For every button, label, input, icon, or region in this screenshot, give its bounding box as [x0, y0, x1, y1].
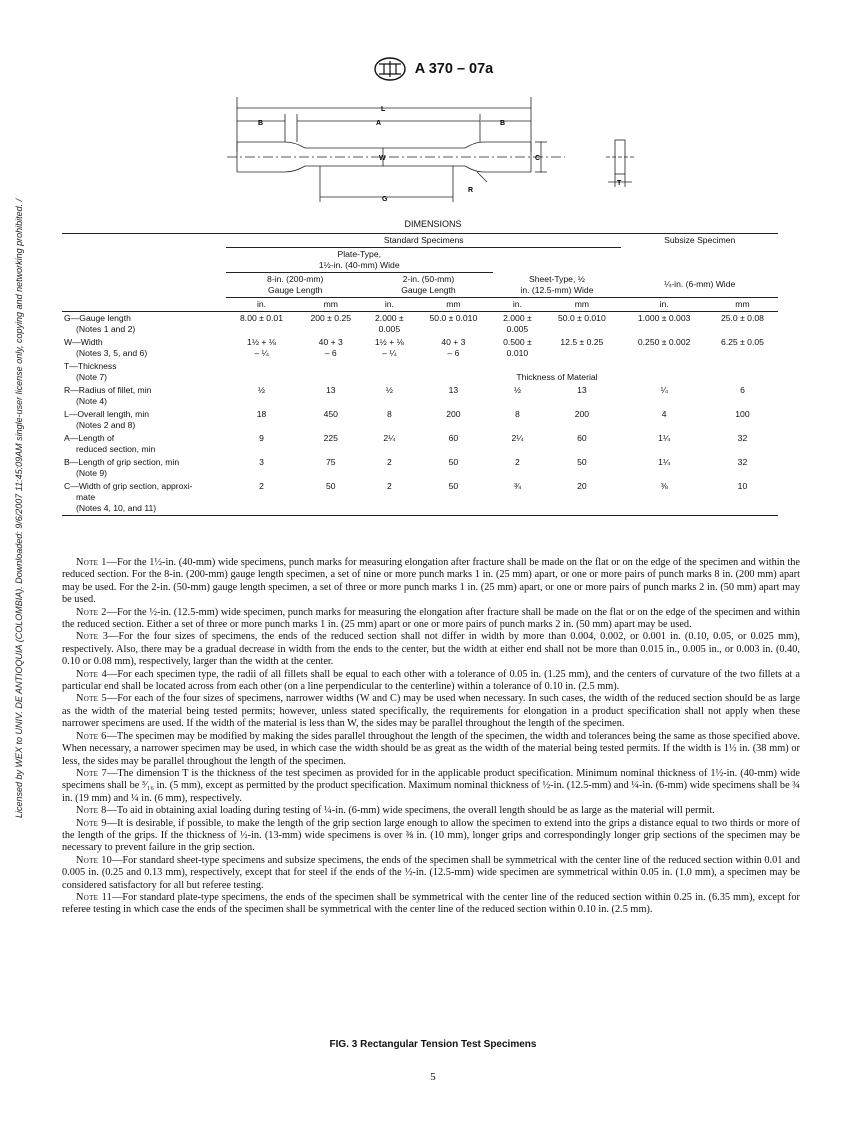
row-label: W—Width (Notes 3, 5, and 6) — [64, 337, 148, 358]
figure-caption: FIG. 3 Rectangular Tension Test Specimens — [329, 1039, 537, 1050]
note-label: Note 2 — [76, 606, 107, 618]
note-label: Note 5 — [76, 693, 107, 705]
table-cell: 100 — [735, 409, 750, 419]
table-cell: 1¼ — [658, 433, 671, 443]
label-a: A — [376, 120, 382, 127]
note-label: Note 6 — [76, 730, 107, 742]
note-paragraph — [62, 557, 800, 607]
table-cell: ¾ — [513, 481, 522, 491]
table-cell: 1½ + ⅛ – ¼ — [247, 337, 276, 358]
table-cell: 12.5 ± 0.25 — [560, 337, 604, 347]
table-cell: 10 — [737, 481, 748, 491]
label-b-right: B — [500, 120, 506, 127]
label-t: T — [617, 180, 622, 187]
label-b-left: B — [258, 120, 264, 127]
table-cell: 25.0 ± 0.08 — [720, 313, 764, 323]
note-label: Note 11 — [76, 891, 113, 903]
note-text: —It is desirable, if possible, to make the length of the grip section large enough to allow the specimen to extend into the grips a distance equal to two thirds or more of the length of the grips. If the thickness of ½-in. (13-mm) wide specimens is over ⅜ in. (10 mm), longer grips and correspondingly longer grip sections of the specimen may be necessary to prevent failure in the grip section. — [62, 817, 800, 854]
table-cell: 20 — [577, 481, 587, 491]
table-cell: 13 — [325, 385, 336, 395]
watermark-text: Licensed by WEX to UNIV. DE ANTIOQUIA (COLOMBIA). Downloaded: 9/6/2007 11:45:09AM single-user license only, copying and networking prohibited. / — [14, 198, 24, 818]
table-cell: 50 — [577, 457, 587, 467]
table-cell: 9 — [259, 433, 264, 443]
label-w: W — [379, 155, 386, 162]
note-text: —The dimension T is the thickness of the test specimen as provided for in the applicable product specification. Minimum nominal thickness of 1½-in. (40-mm) wide specimens shall be ³⁄₁₆ in. (5 mm), except as permitted by the product specification. Maximum nominal thickness of ½-in. (12.5-mm) and ¼-in. (6-mm) wide specimens shall be ¾ in. (19 mm) and ¼ in. (6 mm), respectively. — [62, 767, 800, 804]
dimensions-title: DIMENSIONS — [404, 219, 462, 229]
table-cell: 18 — [256, 409, 267, 419]
table-cell: 8.00 ± 0.01 — [240, 313, 283, 323]
table-cell: 1.000 ± 0.003 — [637, 313, 691, 323]
table-row — [62, 384, 778, 408]
table-cell: 1½ + ⅛ – ¼ — [374, 337, 404, 358]
label-c: C — [535, 155, 541, 162]
table-cell: 50 — [325, 481, 336, 491]
col-subsize-header: ¼-in. (6-mm) Wide — [621, 273, 778, 298]
table-cell: 200 — [446, 409, 461, 419]
table-cell: 40 + 3 – 6 — [318, 337, 343, 358]
row-label: A—Length of reduced section, min — [64, 433, 156, 454]
note-text: —For standard plate-type specimens, the ends of the specimen shall be symmetrical with the center line of the reduced section within 0.25 in. (6.35 mm), except for referee testing in which case the ends of the specimen shall be symmetrical with the center line of the reduced section within 0.10 in. (2.5 mm). — [62, 891, 800, 916]
note-paragraph — [62, 731, 800, 768]
table-cell: ¼ — [660, 385, 668, 395]
table-cell: 3 — [259, 457, 264, 467]
standard-specimens-header: Standard Specimens — [226, 234, 621, 248]
units-row: in. mm in. mm in. mm in. mm — [62, 298, 778, 312]
table-cell: 2 — [386, 481, 392, 491]
table-cell: 225 — [323, 433, 338, 443]
table-cell: 75 — [325, 457, 336, 467]
col-sheet-header: Sheet-Type, ½ in. (12.5-mm) Wide — [493, 273, 622, 298]
table-cell: 2 — [515, 457, 520, 467]
note-text: —For each specimen type, the radii of all fillets shall be equal to each other with a tolerance of 0.05 in. (1.25 mm), and the centers of curvature of the two fillets at a particular end shall be located across from each other (on a line perpendicular to the centerline) within a tolerance of 0.10 in. (2.5 mm). — [62, 668, 800, 693]
note-label: Note 4 — [76, 668, 108, 680]
row-label: T—Thickness (Note 7) — [64, 361, 117, 382]
table-cell: 0.250 ± 0.002 — [637, 337, 691, 347]
note-label: Note 1 — [76, 557, 107, 568]
thickness-row — [62, 360, 778, 384]
note-paragraph — [62, 631, 800, 668]
table-cell: 1¼ — [658, 457, 671, 467]
table-cell: 8 — [515, 409, 520, 419]
note-text: —For standard sheet-type specimens and subsize specimens, the ends of the specimen shall be symmetrical with the center line of the reduced section within 0.01 and 0.005 in. (0.25 and 0.13 mm), respectively, except that for steel if the ends of the ½-in. (12.5-mm) wide specimen are symmetrical within 0.05 in. (1.0 mm), a specimen may be considered satisfactory for all but referee testing. — [62, 854, 800, 891]
note-text: —To aid in obtaining axial loading during testing of ¼-in. (6-mm) wide specimens, the overall length should be as large as the material will permit. — [106, 805, 715, 817]
dimensions-table — [62, 233, 778, 516]
note-text: —For each of the four sizes of specimens, narrower widths (W and C) may be used when necessary. In such cases, the width of the reduced section should be as large as the width of the material being tested permits; however, unless stated specifically, the requirements for elongation in a product specification shall not apply when these narrower specimens are used. If the width of the material is less than W, the sides may be parallel throughout the length of the specimen. — [62, 693, 800, 730]
note-text: —For the four sizes of specimens, the ends of the reduced section shall not differ in width by more than 0.004, 0.002, or 0.001 in. (0.10, 0.05, or 0.025 mm), respectively. Also, there may be a gradual decrease in width from the ends to the center, but the width at either end shall not be more than 0.015 in., 0.005 in., or 0.003 in. (0.40, 0.10 or 0.08 mm), respectively, larger than the width at the center. — [62, 631, 800, 668]
table-cell: 6.25 ± 0.05 — [720, 337, 764, 347]
table-cell: 0.500 ± 0.010 — [503, 337, 532, 358]
note-text: —For the 1½-in. (40-mm) wide specimens, punch marks for measuring elongation after fracture shall be made on the flat or on the edge of the specimen and within the reduced section. For the 8-in. (200-mm) gauge length specimen, a set of nine or more punch marks 1 in. (25 mm) apart, or one or more pairs of punch marks 8 in. (200 mm) apart may be used. For the 2-in. (50-mm) gauge length specimen, a set of three or more punch marks 1 in. (25 mm) apart, or one or more pairs of punch marks 2 in. (50 mm) apart may be used. — [62, 557, 800, 606]
notes-section — [62, 557, 800, 917]
label-l: L — [381, 106, 386, 113]
table-cell: ½ — [257, 385, 266, 395]
table-row — [62, 432, 778, 456]
note-paragraph — [62, 818, 800, 855]
table-cell: 50.0 ± 0.010 — [558, 313, 606, 323]
table-cell: 200 — [574, 409, 590, 419]
page-number: 5 — [430, 1071, 436, 1083]
col-2in-header: 2-in. (50-mm) Gauge Length — [364, 273, 492, 298]
label-r: R — [468, 187, 474, 194]
table-cell: 13 — [577, 385, 587, 395]
table-cell: 2 — [259, 481, 264, 491]
note-paragraph — [62, 805, 800, 817]
note-label: Note 10 — [76, 854, 113, 866]
note-label: Note 7 — [76, 767, 108, 779]
note-label: Note 8 — [76, 805, 107, 817]
table-row — [62, 456, 778, 480]
note-paragraph — [62, 693, 800, 730]
row-label: C—Width of grip section, approxi- mate (Notes 4, 10, and 11) — [64, 481, 193, 513]
table-cell: 60 — [577, 433, 587, 443]
row-label: R—Radius of fillet, min (Note 4) — [64, 385, 152, 406]
page-header — [0, 56, 866, 82]
note-paragraph — [62, 607, 800, 632]
thickness-of-material-label: Thickness of Material — [516, 372, 598, 382]
row-label: B—Length of grip section, min (Note 9) — [64, 457, 180, 478]
table-cell: 8 — [386, 409, 392, 419]
plate-type-header: Plate-Type, 1½-in. (40-mm) Wide — [226, 248, 493, 273]
specimen-drawing — [225, 92, 645, 217]
table-row — [62, 336, 778, 360]
table-row — [62, 408, 778, 432]
col-8in-header: 8-in. (200-mm) Gauge Length — [226, 273, 364, 298]
note-paragraph — [62, 892, 800, 917]
license-watermark — [0, 0, 24, 820]
astm-logo-icon — [373, 56, 407, 82]
note-text: —For the ½-in. (12.5-mm) wide specimen, punch marks for measuring the elongation after fracture shall be made on the flat or on the edge of the specimen and within the reduced section. Either a set of three or more punch marks 1 in. (25 mm) apart or one or more pairs of punch marks 2 in. (50 mm) apart may be used. — [62, 606, 800, 631]
table-cell: 32 — [737, 457, 748, 467]
table-cell: 2¼ — [383, 433, 396, 443]
note-label: Note 3 — [76, 631, 109, 643]
label-g: G — [382, 196, 388, 203]
table-cell: 2 — [386, 457, 392, 467]
note-paragraph — [62, 855, 800, 892]
table-cell: 2¼ — [511, 433, 524, 443]
table-cell: 60 — [448, 433, 459, 443]
table-cell: 50 — [448, 481, 459, 491]
note-paragraph — [62, 669, 800, 694]
table-cell: 200 ± 0.25 — [310, 313, 352, 323]
table-cell: 4 — [661, 409, 667, 419]
table-cell: 50 — [448, 457, 459, 467]
table-row — [62, 480, 778, 515]
table-cell: 6 — [740, 385, 745, 395]
table-cell: 50.0 ± 0.010 — [429, 313, 478, 323]
row-label: G—Gauge length (Notes 1 and 2) — [64, 313, 136, 334]
note-paragraph — [62, 768, 800, 805]
table-cell: 13 — [448, 385, 459, 395]
table-cell: 2.000 ± 0.005 — [375, 313, 404, 334]
note-text: —The specimen may be modified by making the sides parallel throughout the length of the specimen, the width and tolerances being the same as those specified above. When necessary, a narrower specimen may be used, in which case the width should be as great as the width of the material being tested permits. If the width is 1½ in. (38 mm) or less, the sides may be parallel throughout the length of the specimen. — [62, 730, 800, 767]
table-row — [62, 312, 778, 337]
row-label: L—Overall length, min (Notes 2 and 8) — [64, 409, 150, 430]
table-cell: 450 — [323, 409, 338, 419]
table-cell: 2.000 ± 0.005 — [503, 313, 532, 334]
table-cell: ⅜ — [660, 481, 668, 491]
document-designation: A 370 – 07a — [414, 61, 494, 77]
table-cell: ½ — [385, 385, 393, 395]
table-cell: 32 — [737, 433, 748, 443]
table-cell: 40 + 3 – 6 — [441, 337, 466, 358]
note-label: Note 9 — [76, 817, 107, 829]
subsize-specimen-header: Subsize Specimen — [621, 234, 778, 248]
table-cell: ½ — [513, 385, 522, 395]
